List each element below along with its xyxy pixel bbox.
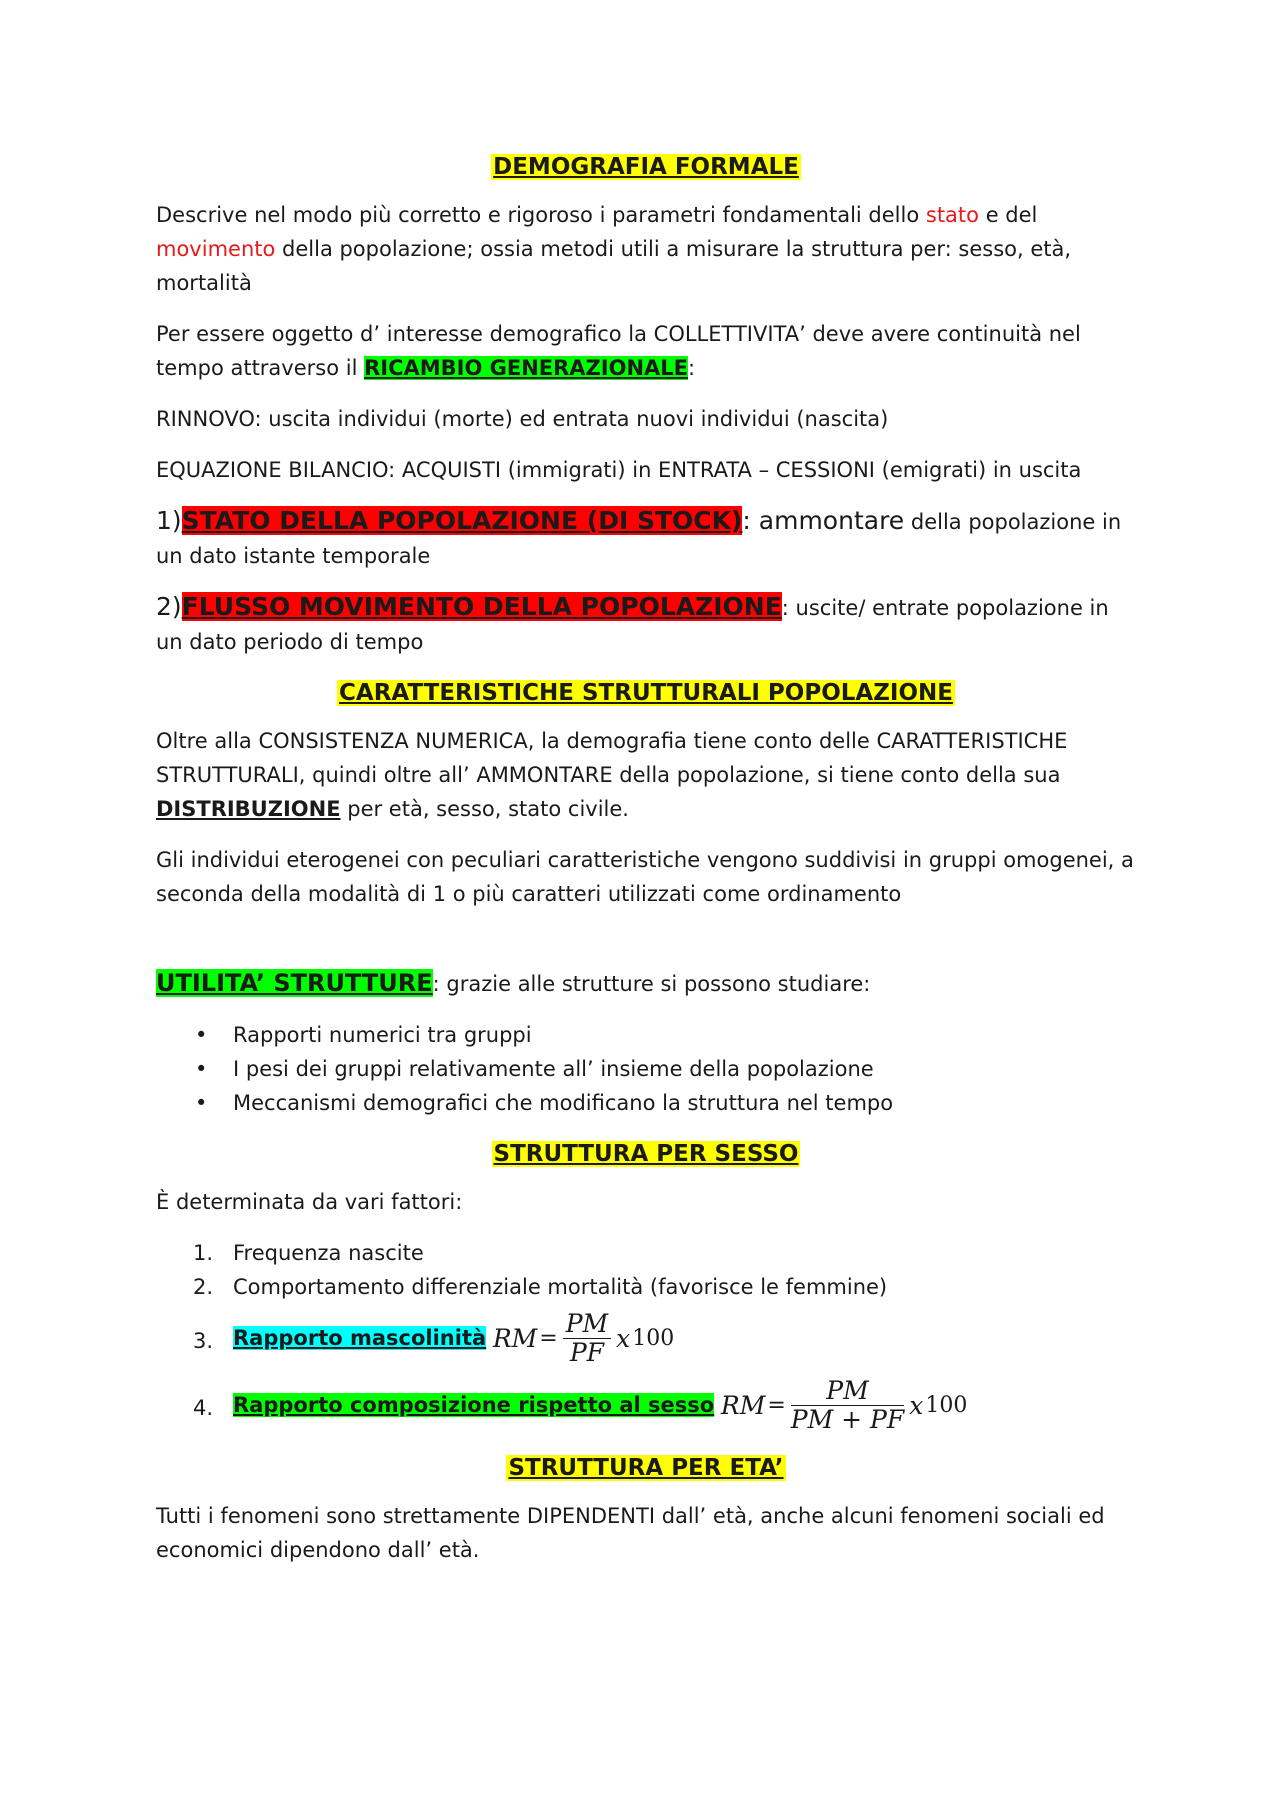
list-item: 1. Frequenza nascite xyxy=(193,1241,424,1265)
word-distribuzione: DISTRIBUZIONE xyxy=(156,797,341,821)
formula-rapporto-composizione: RM = $\frac{PM}{PM + PF}$ x 100 xyxy=(720,1376,968,1434)
heading-demografia-formale: DEMOGRAFIA FORMALE xyxy=(493,154,799,180)
heading-struttura-sesso: STRUTTURA PER SESSO xyxy=(493,1141,799,1167)
paragraph-determinata: È determinata da vari fattori: xyxy=(156,1190,463,1214)
list-item: • Meccanismi demografici che modificano la struttura nel tempo xyxy=(233,1086,1136,1120)
paragraph-stato-popolazione: 1)STATO DELLA POPOLAZIONE (DI STOCK): ammontare della popolazione in un dato istante temporale xyxy=(156,506,1122,568)
bullet-list xyxy=(156,1018,1136,1120)
paragraph-consistenza: Oltre alla CONSISTENZA NUMERICA, la demografia tiene conto delle CARATTERISTICHE STRUTTURALI, quindi oltre all’ AMMONTARE della popolazione, si tiene conto della sua DISTRIBUZIONE per età, sesso, stato civile. xyxy=(156,729,1068,821)
paragraph-flusso-movimento: 2)FLUSSO MOVIMENTO DELLA POPOLAZIONE: uscite/ entrate popolazione in un dato periodo di tempo xyxy=(156,592,1109,654)
paragraph-utilita: UTILITA’ STRUTTURE: grazie alle strutture si possono studiare: xyxy=(156,969,871,997)
formula-rapporto-mascolinita: RM = $\frac{PM}{PF}$ x 100 xyxy=(492,1309,675,1367)
document-page xyxy=(156,150,1136,1584)
numbered-list xyxy=(156,1236,1136,1434)
paragraph-fenomeni: Tutti i fenomeni sono strettamente DIPENDENTI dall’ età, anche alcuni fenomeni sociali ed economici dipendono dall’ età. xyxy=(156,1504,1105,1562)
highlight-rapporto-mascolinita: Rapporto mascolinità xyxy=(233,1325,487,1350)
heading-caratteristiche: CARATTERISTICHE STRUTTURALI POPOLAZIONE xyxy=(339,680,953,706)
paragraph-individui: Gli individui eterogenei con peculiari caratteristiche vengono suddivisi in gruppi omogenei, a seconda della modalità di 1 o più caratteri utilizzati come ordinamento xyxy=(156,848,1134,906)
word-movimento: movimento xyxy=(156,237,276,261)
list-item: • I pesi dei gruppi relativamente all’ insieme della popolazione xyxy=(233,1052,1136,1086)
list-item: • Rapporti numerici tra gruppi xyxy=(233,1018,1136,1052)
highlight-utilita: UTILITA’ STRUTTURE xyxy=(156,969,433,997)
heading-struttura-eta: STRUTTURA PER ETA’ xyxy=(508,1455,784,1481)
list-item: 3. Rapporto mascolinità RM = $\frac{PM}{PF}$ x 100 xyxy=(193,1309,675,1367)
list-item: 2. Comportamento differenziale mortalità (favorisce le femmine) xyxy=(193,1275,888,1299)
highlight-ricambio: RICAMBIO GENERAZIONALE xyxy=(364,356,688,380)
paragraph-collettivita: Per essere oggetto d’ interesse demografico la COLLETTIVITA’ deve avere continuità nel tempo attraverso il RICAMBIO GENERAZIONALE: xyxy=(156,322,1081,380)
paragraph-descrive: Descrive nel modo più corretto e rigoroso i parametri fondamentali dello stato e del movimento della popolazione; ossia metodi utili a misurare la struttura per: sesso, età, mortalità xyxy=(156,203,1072,295)
paragraph-rinnovo: RINNOVO: uscita individui (morte) ed entrata nuovi individui (nascita) xyxy=(156,407,889,431)
word-stato: stato xyxy=(925,203,980,227)
highlight-rapporto-composizione: Rapporto composizione rispetto al sesso xyxy=(233,1392,715,1417)
highlight-stato-popolazione: STATO DELLA POPOLAZIONE (DI STOCK) xyxy=(181,506,743,535)
highlight-flusso-movimento: FLUSSO MOVIMENTO DELLA POPOLAZIONE xyxy=(181,592,782,621)
paragraph-equazione: EQUAZIONE BILANCIO: ACQUISTI (immigrati) in ENTRATA – CESSIONI (emigrati) in uscita xyxy=(156,458,1082,482)
list-item: 4. Rapporto composizione rispetto al sesso RM = $\frac{PM}{PM + PF}$ x 100 xyxy=(193,1376,968,1434)
